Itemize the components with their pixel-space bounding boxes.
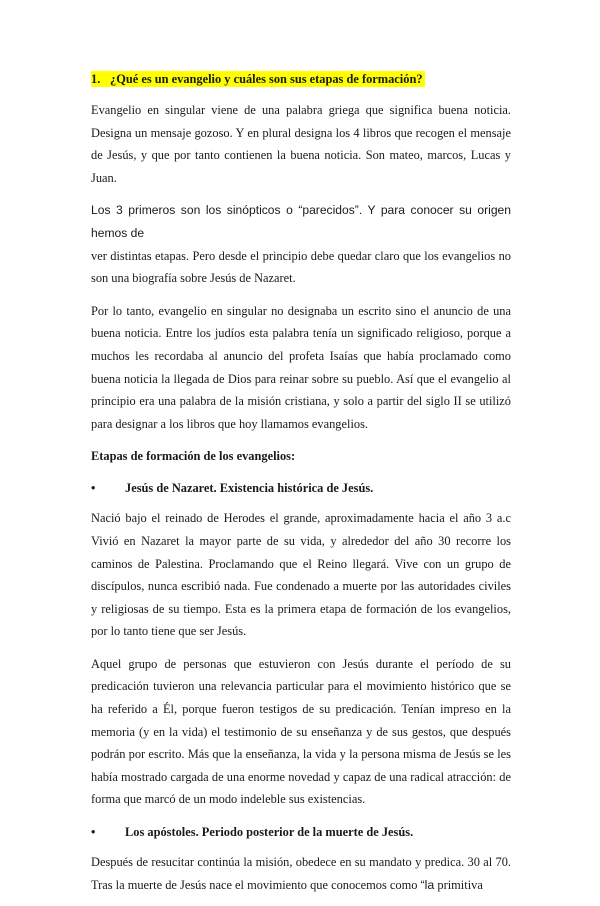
paragraph-witnesses: Aquel grupo de personas que estuvieron con Jesús durante el período de su predicación tuvieron una relevancia particular para el movimiento histórico que se ha referido a Él, porque fueron testigos de su predicación. Tenían impreso en la memoria (y en la vida) el testimonio de su enseñanza y de sus gestos, que después podrán por escrito. Más que la enseñanza, la vida y la persona misma de Jesús se les había mostrado cargada de una enorme novedad y capaz de una radical atracción: de forma que marcó de un modo indeleble sus existencias. [91, 656, 511, 807]
highlighted-heading [91, 71, 425, 87]
paragraph-resurrection [91, 851, 511, 896]
heading-text: ¿Qué es un evangelio y cuáles son sus etapas de formación? [110, 72, 423, 86]
bullet-item-jesus [91, 477, 511, 499]
bullet-icon: • [91, 481, 96, 496]
paragraph-resurrection-end: primitiva [434, 877, 483, 892]
heading-question [91, 70, 511, 89]
section-title: Etapas de formación de los evangelios: [91, 449, 296, 464]
paragraph-synoptics-rest: ver distintas etapas. Pero desde el principio debe quedar claro que los evangelios no son una biografía sobre Jesús de Nazaret. [91, 248, 511, 286]
paragraph-synoptics-line: Los 3 primeros son los sinópticos o “parecidos”. Y para conocer su origen hemos de [91, 203, 511, 240]
paragraph-birth: Nació bajo el reinado de Herodes el grande, aproximadamente hacia el año 3 a.c Vivió en Nazaret la mayor parte de su vida, y alrededor del año 30 recorre los caminos de Palestina. Proclamando que el Reino llegará. Vive con un grupo de discípulos, nunca escribió nada. Fue condenado a muerte por las autoridades civiles y religiosas de su tiempo. Esta es la primera etapa de formación de los evangelios, por lo tanto tiene que ser Jesús. [91, 511, 511, 639]
paragraph-definition: Evangelio en singular viene de una palabra griega que significa buena noticia. Designa un mensaje gozoso. Y en plural designa los 4 libros que recogen el mensaje de Jesús, y que por tanto contienen la buena noticia. Son mateo, marcos, Lucas y Juan. [91, 103, 511, 185]
quote-la: “la [420, 877, 435, 892]
bullet-item-apostles [91, 821, 511, 843]
heading-number: 1. [91, 72, 101, 86]
bullet-label-jesus: Jesús de Nazaret. Existencia histórica de Jesús. [125, 481, 374, 496]
bullet-icon: • [91, 825, 96, 840]
document-content [91, 70, 511, 906]
bullet-label-apostles: Los apóstoles. Periodo posterior de la muerte de Jesús. [125, 825, 414, 840]
paragraph-resurrection-start: Después de resucitar continúa la misión, obedece en su mandato y predica. 30 al 70. Tras la muerte de Jesús nace el movimiento que conocemos como [91, 855, 511, 892]
paragraph-meaning: Por lo tanto, evangelio en singular no designaba un escrito sino el anuncio de una buena noticia. Entre los judíos esta palabra tenía un significado religioso, porque a muchos les recordaba al anuncio del profeta Isaías que había proclamado como buena noticia la llegada de Dios para reinar sobre su pueblo. Así que el evangelio al principio era una palabra de la misión cristiana, y solo a partir del siglo II se utilizó para designar a los libros que hoy llamamos evangelios. [91, 303, 511, 431]
